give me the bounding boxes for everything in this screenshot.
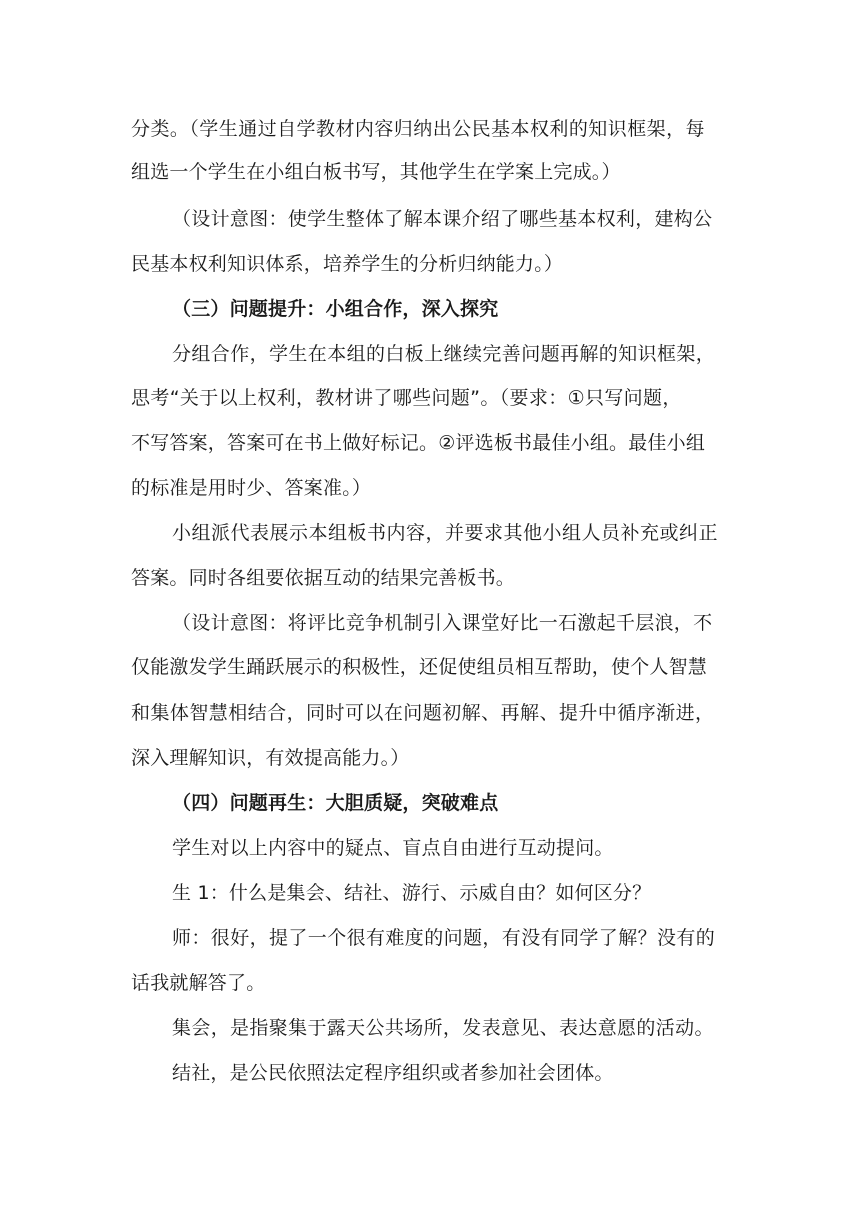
student-question: 生 1：什么是集会、结社、游行、示威自由？如何区分？ xyxy=(172,882,652,904)
definition-line: 集会，是指聚集于露天公共场所，发表意见、表达意愿的活动。 xyxy=(172,1017,714,1039)
section-heading: （四）问题再生：大胆质疑，突破难点 xyxy=(172,792,499,814)
paragraph-line: 的标准是用时少、答案准。） xyxy=(131,477,372,499)
section-heading: （三）问题提升：小组合作，深入探究 xyxy=(172,298,499,320)
paragraph-line: 答案。同时各组要依据互动的结果完善板书。 xyxy=(131,567,516,589)
design-intent-line: 和集体智慧相结合，同时可以在问题初解、再解、提升中循序渐进， xyxy=(131,702,715,724)
design-intent-line: 深入理解知识，有效提高能力。） xyxy=(131,747,410,769)
paragraph-line: 分类。（学生通过自学教材内容归纳出公民基本权利的知识框架，每 xyxy=(131,118,706,140)
design-intent-line: 民基本权利知识体系，培养学生的分析归纳能力。） xyxy=(131,253,564,275)
design-intent-line: 仅能激发学生踊跃展示的积极性，还促使组员相互帮助，使个人智慧 xyxy=(131,656,708,678)
design-intent-line: （设计意图：将评比竞争机制引入课堂好比一石激起千层浪，不 xyxy=(172,612,713,634)
paragraph-line: 不写答案，答案可在书上做好标记。②评选板书最佳小组。最佳小组 xyxy=(131,432,706,454)
paragraph-line: 小组派代表展示本组板书内容，并要求其他小组人员补充或纠正 xyxy=(172,522,719,544)
paragraph-line: 学生对以上内容中的疑点、盲点自由进行互动提问。 xyxy=(172,837,614,859)
paragraph-line: 分组合作，学生在本组的白板上继续完善问题再解的知识框架， xyxy=(172,343,716,365)
definition-line: 结社，是公民依照法定程序组织或者参加社会团体。 xyxy=(172,1062,614,1084)
teacher-response: 话我就解答了。 xyxy=(131,972,266,994)
paragraph-line: 思考“关于以上权利，教材讲了哪些问题”。（要求：①只写问题， xyxy=(131,387,682,409)
design-intent-line: （设计意图：使学生整体了解本课介绍了哪些基本权利，建构公 xyxy=(172,208,713,230)
paragraph-line: 组选一个学生在小组白板书写，其他学生在学案上完成。） xyxy=(131,161,621,183)
teacher-response: 师：很好，提了一个很有难度的问题，有没有同学了解？没有的 xyxy=(172,927,716,949)
